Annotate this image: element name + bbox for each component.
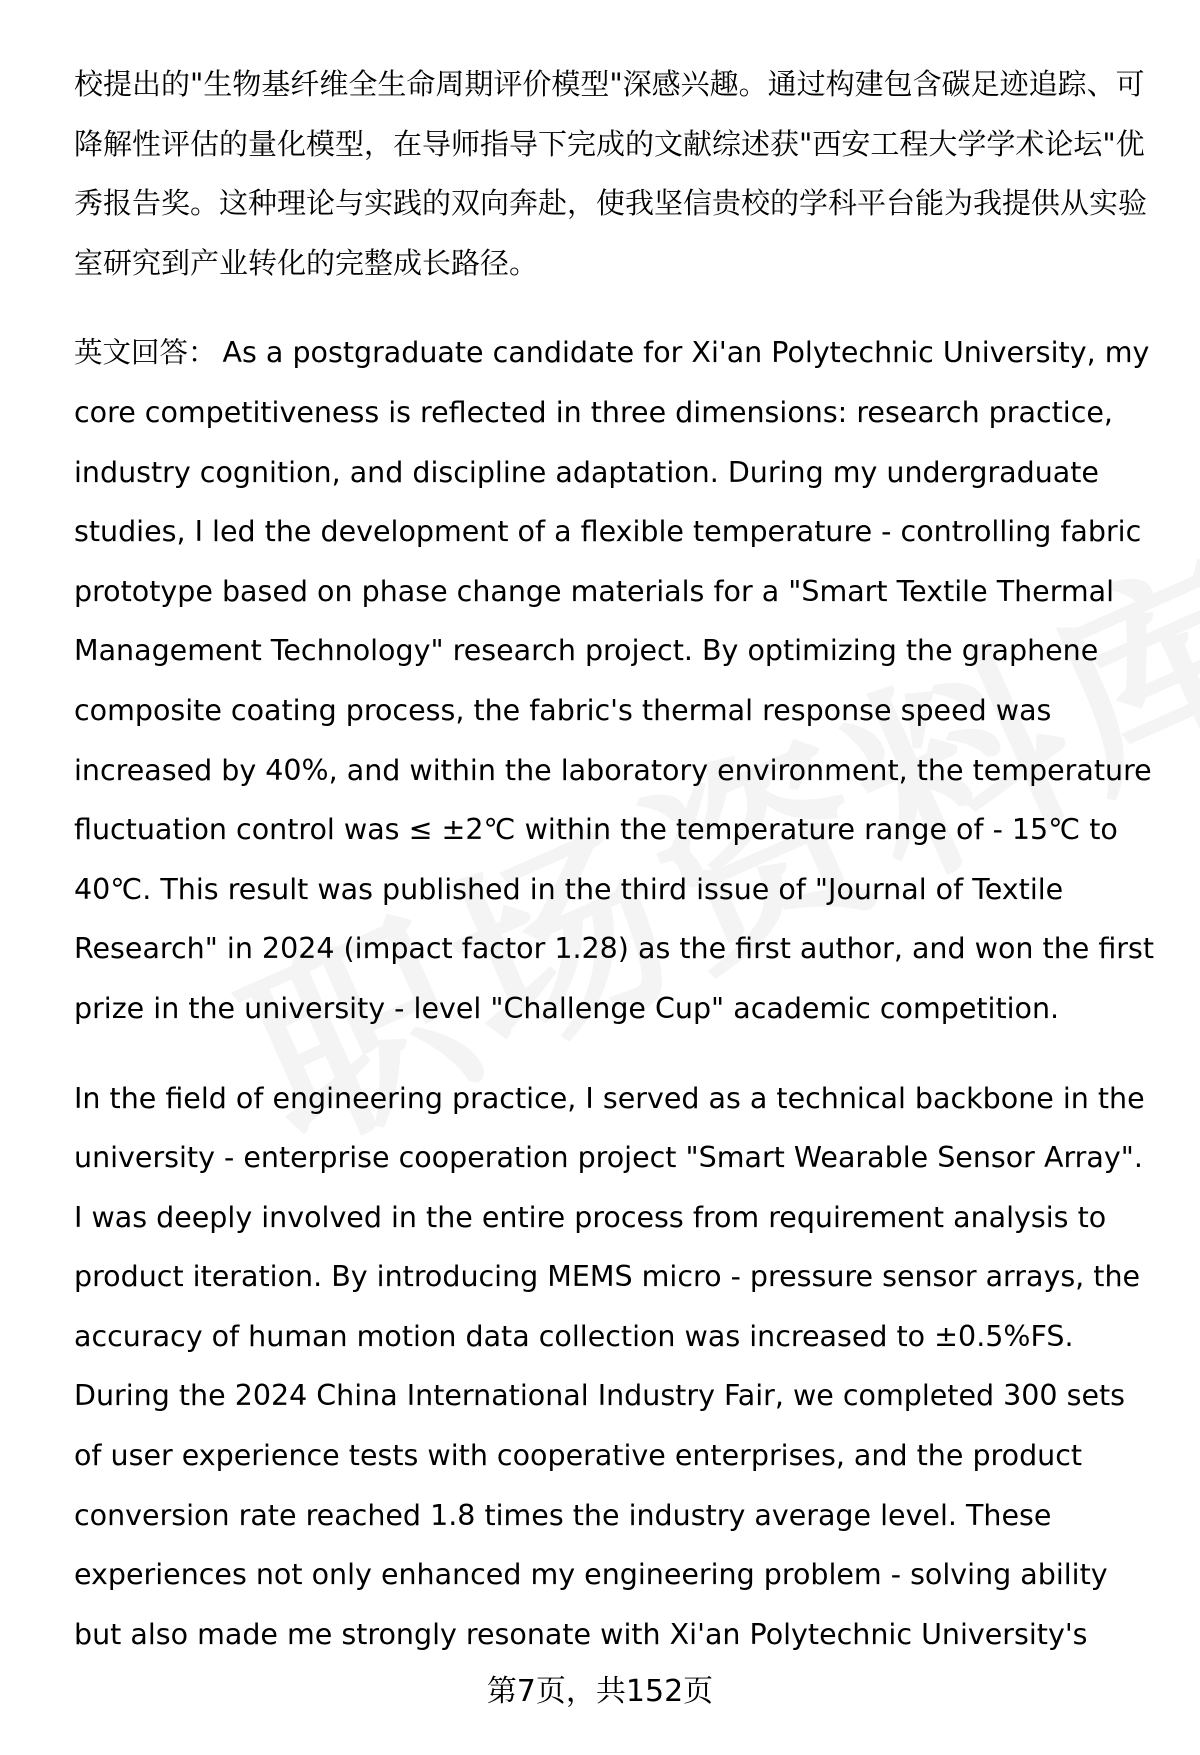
paragraph-engineering-practice: In the field of engineering practice, I served as a technical backbone in the university - enterprise cooperation project "Smart Wearable Sensor Array". I was deeply involved in the entire process from requirement analysis to product iteration. By introducing MEMS micro - pressure sensor arrays, the accuracy of human motion data collection was increased to ±0.5%FS. During the 2024 China International Industry Fair, we completed 300 sets of user experience tests with cooperative enterprises, and the product conversion rate reached 1.8 times the industry average level. These experiences not only enhanced my engineering problem - solving ability but also made me strongly resonate with Xi'an Polytechnic University's bbox=[74, 1081, 1145, 1651]
document-body bbox=[74, 55, 1156, 1664]
paragraph-chinese-continuation: 校提出的"生物基纤维全生命周期评价模型"深感兴趣。通过构建包含碳足迹追踪、可降解性评估的量化模型，在导师指导下完成的文献综述获"西安工程大学学术论坛"优秀报告奖。这种理论与实践的双向奔赴，使我坚信贵校的学科平台能为我提供从实验室研究到产业转化的完整成长路径。 bbox=[74, 67, 1148, 280]
paragraph-english-answer bbox=[74, 323, 1156, 1038]
answer-text: As a postgraduate candidate for Xi'an Polytechnic University, my core competitiveness is reflected in three dimensions: research practice, industry cognition, and discipline adaptation. During my undergraduate studies, I led the development of a flexible temperature - controlling fabric prototype based on phase change materials for a "Smart Textile Thermal Management Technology" research project. By optimizing the graphene composite coating process, the fabric's thermal response speed was increased by 40%, and within the laboratory environment, the temperature fluctuation control was ≤ ±2℃ within the temperature range of - 15℃ to 40℃. This result was published in the third issue of "Journal of Textile Research" in 2024 (impact factor 1.28) as the first author, and won the first prize in the university - level "Challenge Cup" academic competition. bbox=[74, 336, 1155, 1025]
page-number: 第7页，共152页 bbox=[486, 1674, 714, 1709]
answer-label: 英文回答： bbox=[74, 336, 217, 370]
